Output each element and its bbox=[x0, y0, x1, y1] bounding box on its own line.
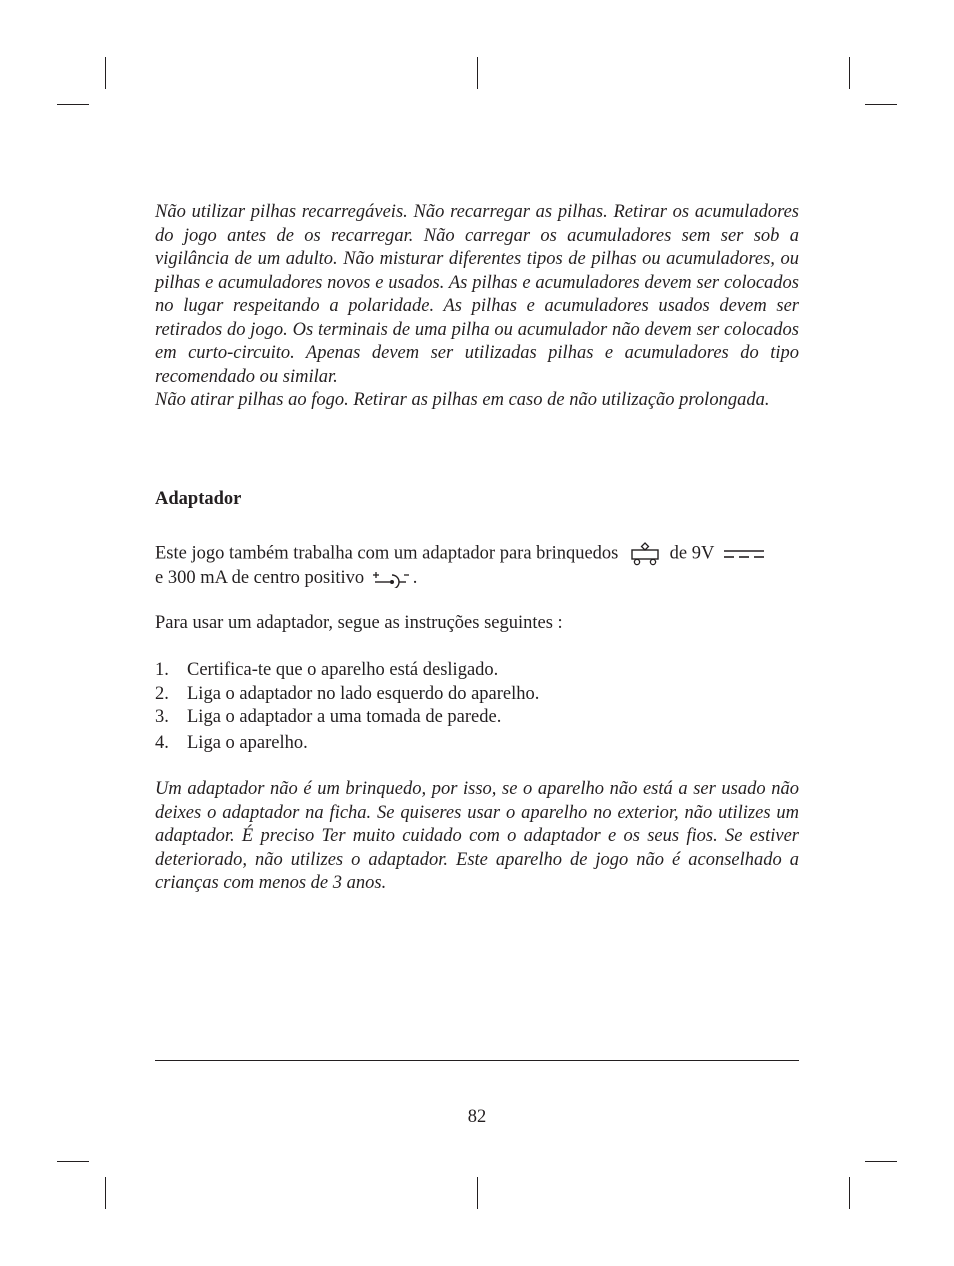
adapter-current-text: e 300 mA de centro positivo bbox=[155, 568, 365, 588]
crop-mark bbox=[105, 57, 106, 89]
crop-mark bbox=[105, 1177, 106, 1209]
battery-warning-paragraph: Não utilizar pilhas recarregáveis. Não recarregar as pilhas. Retirar os acumuladores do jogo antes de os recarregar. Não carregar os acumuladores sem ser sob a vigilância de um adulto. Não misturar diferentes tipos de pilhas ou acumuladores, ou pilhas e acumuladores novos e usados. As pilhas e acumuladores devem ser colocados no lugar respeitando a polaridade. As pilhas e acumuladores usados devem ser retirados do jogo. Os terminais de uma pilha ou acumulador não devem ser colocados em curto-circuito. Apenas devem ser utilizadas pilhas e acumuladores do tipo recomendado ou similar. bbox=[155, 202, 799, 387]
center-positive-polarity-icon bbox=[373, 570, 413, 588]
list-item bbox=[155, 659, 539, 683]
adapter-paragraph bbox=[155, 541, 799, 591]
list-item bbox=[155, 706, 539, 730]
step-text: Liga o adaptador a uma tomada de parede. bbox=[187, 707, 502, 727]
step-number: 2. bbox=[155, 683, 169, 704]
crop-mark bbox=[477, 1177, 478, 1209]
crop-mark bbox=[849, 57, 850, 89]
crop-mark bbox=[865, 1161, 897, 1162]
page-content bbox=[155, 201, 799, 893]
crop-mark bbox=[57, 1161, 89, 1162]
adapter-end-text: . bbox=[412, 568, 418, 588]
section-heading: Adaptador bbox=[155, 489, 242, 509]
step-number: 4. bbox=[155, 732, 169, 753]
crop-mark bbox=[57, 104, 89, 105]
adapter-warning-paragraph: Um adaptador não é um brinquedo, por isso, se o aparelho não está a ser usado não deixes o adaptador na ficha. Se quiseres usar o aparelho no exterior, não utilizes um adaptador. É preciso Ter muito cuidado com o adaptador e os seus fios. Se estiver deteriorado, não utilizes o adaptador. Este aparelho de jogo não é aconselhado a crianças com menos de 3 anos. bbox=[155, 779, 799, 893]
page-number: 82 bbox=[467, 1107, 487, 1127]
dc-current-symbol-icon bbox=[723, 547, 765, 561]
step-text: Certifica-te que o aparelho está desligado. bbox=[187, 660, 499, 680]
list-item bbox=[155, 683, 539, 707]
crop-mark bbox=[865, 104, 897, 105]
adapter-text: Este jogo também trabalha com um adaptador para brinquedos bbox=[155, 543, 619, 564]
list-item bbox=[155, 732, 539, 756]
step-number: 1. bbox=[155, 660, 169, 680]
instructions-intro: Para usar um adaptador, segue as instruções seguintes : bbox=[155, 613, 563, 633]
step-number: 3. bbox=[155, 707, 169, 727]
step-text: Liga o aparelho. bbox=[187, 732, 308, 753]
crop-mark bbox=[477, 57, 478, 89]
footer-divider bbox=[155, 1060, 799, 1061]
adapter-voltage-text: de 9V bbox=[669, 543, 715, 564]
instructions-list bbox=[155, 659, 539, 755]
battery-fire-warning-paragraph: Não atirar pilhas ao fogo. Retirar as pilhas em caso de não utilização prolongada. bbox=[155, 390, 770, 410]
crop-mark bbox=[849, 1177, 850, 1209]
toy-transformer-symbol-icon bbox=[629, 541, 661, 567]
step-text: Liga o adaptador no lado esquerdo do aparelho. bbox=[187, 683, 540, 704]
